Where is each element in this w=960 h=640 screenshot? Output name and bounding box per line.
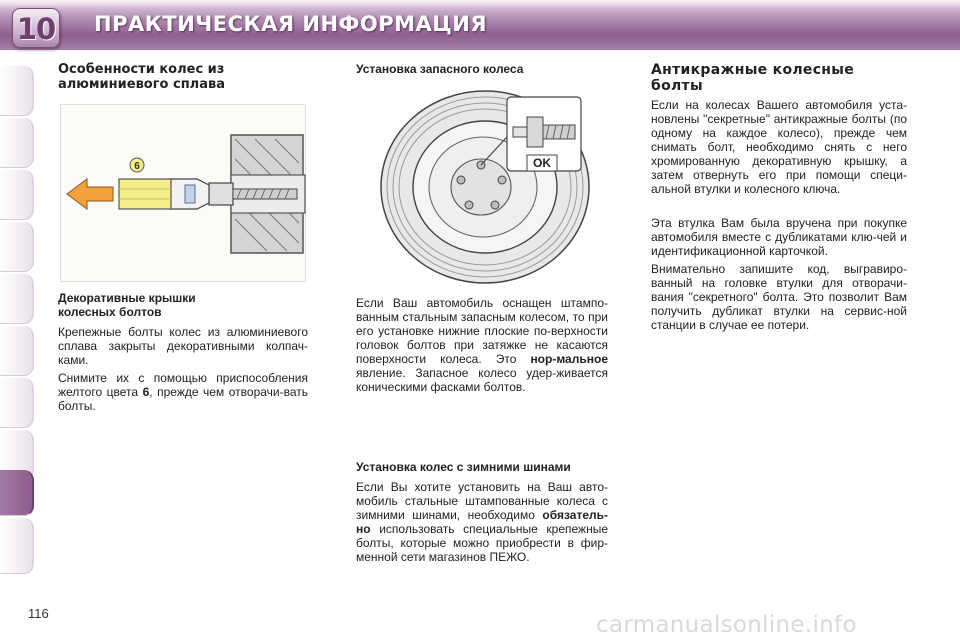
chapter-tab-6[interactable] <box>0 326 34 376</box>
chapter-tab-3[interactable] <box>0 170 34 220</box>
page-number: 116 <box>28 606 49 621</box>
chapter-tab-2[interactable] <box>0 118 34 168</box>
page-title: ПРАКТИЧЕСКАЯ ИНФОРМАЦИЯ <box>94 12 488 36</box>
spare-wheel-illustration <box>357 85 607 285</box>
decorative-caps-heading: Декоративные крышки колесных болтов <box>58 291 196 319</box>
chapter-tab-11[interactable] <box>0 518 34 574</box>
ok-label: OK <box>533 156 551 170</box>
chapter-tab-1[interactable] <box>0 66 34 116</box>
spare-wheel-text: Если Ваш автомобиль оснащен штампо-ванным стальным запасным колесом, то при его установке нижние плоские по-верхности головок болтов при затяжке не касаются поверхности колеса. Это нор-мальное явление. Запасное колесо удер-живается коническими фасками болтов. <box>356 296 608 394</box>
spacer <box>651 200 907 216</box>
chapter-tab-5[interactable] <box>0 274 34 324</box>
alloy-wheels-heading: Особенности колес из алюминиевого сплава <box>58 62 225 92</box>
anti-theft-text-1: Если на колесах Вашего автомобиля уста-новлены "секретные" антикражные болты (по одному на каждое колесо), прежде чем снимать болт, необходимо снять с него хромированную декоративную крышку, а затем отвернуть его при помощи специ-альной втулки и колесного ключа. <box>651 98 907 196</box>
chapter-tab-10-active[interactable] <box>0 470 34 516</box>
chapter-badge <box>12 8 60 48</box>
chapter-tab-4[interactable] <box>0 222 34 272</box>
bolt-cap-illustration <box>61 105 307 283</box>
spare-wheel-heading: Установка запасного колеса <box>356 62 524 76</box>
middle-column-body <box>356 296 608 398</box>
spare-wheel-figure <box>356 84 606 284</box>
decorative-caps-text: Крепежные болты колес из алюминиевого сплава закрыты декоративными колпач-ками. <box>58 325 308 367</box>
chapter-number: 10 <box>16 12 56 46</box>
anti-theft-text-3: Внимательно запишите код, выгравиро-ванный на головке втулки для отворачи-вания "секретного" болта. Это позволит Вам получить дубликат втулки на сервис-ной станции в случае ее потери. <box>651 262 907 332</box>
chapter-tab-7[interactable] <box>0 378 34 428</box>
anti-theft-bolts-heading: Антикражные колесные болты <box>651 62 855 94</box>
anti-theft-text-2: Эта втулка Вам была вручена при покупке автомобиля вместе с дубликатами клю-чей и идентификационной карточкой. <box>651 216 907 258</box>
winter-tyres-section <box>356 460 608 568</box>
left-column-body <box>58 291 308 417</box>
remove-caps-text: Снимите их с помощью приспособления желтого цвета 6, прежде чем отворачи-вать болты. <box>58 371 309 413</box>
bolt-cap-figure <box>60 104 306 282</box>
winter-tyres-heading: Установка колес с зимними шинами <box>356 460 571 474</box>
header-shine <box>0 0 960 8</box>
winter-tyres-text: Если Вы хотите установить на Ваш авто-мобиль стальные штампованные колеса с зимними шинами, необходимо обязатель-но использовать специальные крепежные болты, которые можно приобрести в фир-менной сети магазинов ПЕЖО. <box>356 480 608 564</box>
right-column <box>651 62 907 336</box>
middle-column <box>356 62 608 76</box>
left-column <box>58 62 308 92</box>
watermark: carmanualsonline.info <box>596 612 857 638</box>
figure-callout-6: 6 <box>134 161 140 172</box>
